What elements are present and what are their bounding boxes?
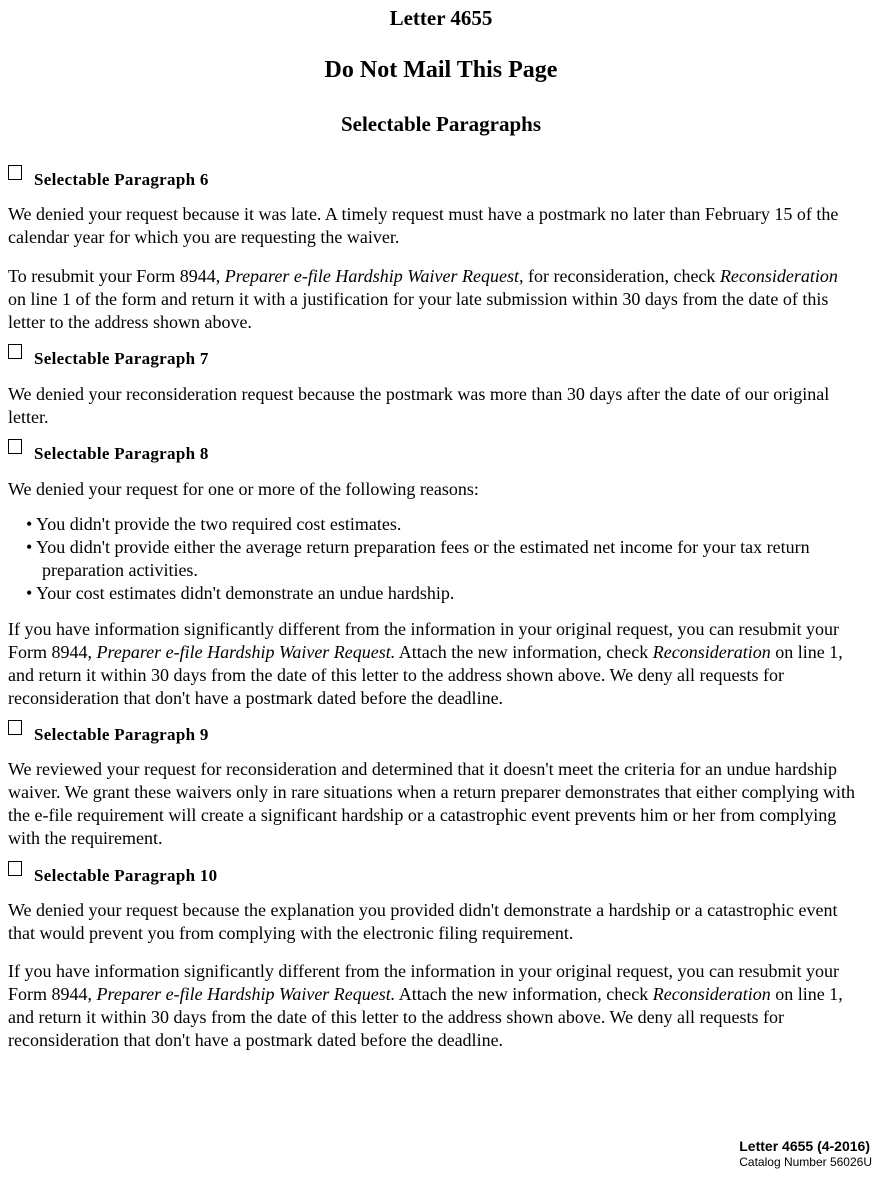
selectable-paragraph-10-header xyxy=(8,866,217,886)
bullet-icon: • xyxy=(26,537,33,557)
reconsideration-italic: Reconsideration xyxy=(652,984,771,1004)
selectable-paragraph-9-header xyxy=(8,725,209,745)
letter-title: Letter 4655 xyxy=(389,6,493,30)
page-footer xyxy=(739,1138,872,1169)
reason-bullet-1 xyxy=(26,513,874,536)
paragraph-10-checkbox[interactable] xyxy=(8,861,22,876)
text-run: on line 1, and return it within 30 days from the date of this letter to the address shown above. We deny all requests for reconsideration that don't have a postmark dated before the deadline. xyxy=(8,642,843,708)
text-run: Attach the new information, check xyxy=(395,984,653,1004)
text-run: If you have information significantly different from the information in your original request, you can resubmit your Form 8944, xyxy=(8,961,839,1004)
bullet-text: You didn't provide either the average return preparation fees or the estimated net income for your tax return xyxy=(36,537,810,557)
section-title: Selectable Paragraphs xyxy=(340,112,542,136)
bullet-text: You didn't provide the two required cost estimates. xyxy=(36,514,402,534)
text-run: To resubmit your Form 8944, xyxy=(8,266,225,286)
paragraph-8-label: Selectable Paragraph 8 xyxy=(34,444,209,463)
paragraph-8-text-1: We denied your request for one or more of the following reasons: xyxy=(8,479,479,499)
reason-bullet-3 xyxy=(26,582,874,605)
text-run: on line 1 of the form and return it with a justification for your late submission within 30 days from the date of this letter to the address shown above. xyxy=(8,289,829,332)
selectable-paragraph-7-header xyxy=(8,349,209,369)
reason-bullet-2 xyxy=(26,536,874,559)
selectable-paragraph-6-header xyxy=(8,170,209,190)
do-not-mail-heading: Do Not Mail This Page xyxy=(324,57,558,83)
text-run: for reconsideration, check xyxy=(523,266,720,286)
form-id: Letter 4655 (4-2016) xyxy=(739,1138,870,1154)
bullet-icon: • xyxy=(26,514,33,534)
catalog-number: Catalog Number 56026U xyxy=(739,1155,872,1169)
paragraph-10-text-1: We denied your request because the explanation you provided didn't demonstrate a hardship or a catastrophic event that would prevent you from complying with the electronic filing requirement. xyxy=(8,900,838,943)
selectable-paragraph-8-header xyxy=(8,444,209,464)
form-title-italic: Preparer e-file Hardship Waiver Request, xyxy=(224,266,524,286)
form-title-italic: Preparer e-file Hardship Waiver Request. xyxy=(96,642,396,662)
bullet-text: Your cost estimates didn't demonstrate an undue hardship. xyxy=(36,583,455,603)
paragraph-8-text-2 xyxy=(8,618,870,710)
form-title-italic: Preparer e-file Hardship Waiver Request. xyxy=(96,984,396,1004)
paragraph-7-label: Selectable Paragraph 7 xyxy=(34,349,209,368)
text-run: on line 1, and return it within 30 days from the date of this letter to the address shown above. We deny all requests for reconsideration that don't have a postmark dated before the deadline. xyxy=(8,984,843,1050)
paragraph-10-label: Selectable Paragraph 10 xyxy=(34,866,218,885)
reconsideration-italic: Reconsideration xyxy=(652,642,771,662)
paragraph-9-text-1: We reviewed your request for reconsideration and determined that it doesn't meet the criteria for an undue hardship waiver. We grant these waivers only in rare situations when a return preparer demonstrates that either complying with the e-file requirement will create a significant hardship or a catastrophic event prevents him or her from complying with the requirement. xyxy=(8,759,855,848)
paragraph-6-text-1: We denied your request because it was late. A timely request must have a postmark no later than February 15 of the calendar year for which you are requesting the waiver. xyxy=(8,204,839,247)
reconsideration-italic: Reconsideration xyxy=(719,266,838,286)
paragraph-7-checkbox[interactable] xyxy=(8,344,22,359)
paragraph-9-checkbox[interactable] xyxy=(8,720,22,735)
text-run: Attach the new information, check xyxy=(395,642,653,662)
paragraph-6-text-2 xyxy=(8,265,860,334)
bullet-text: preparation activities. xyxy=(42,560,198,580)
paragraph-7-text-1: We denied your reconsideration request because the postmark was more than 30 days after the date of our original letter. xyxy=(8,384,830,427)
paragraph-9-label: Selectable Paragraph 9 xyxy=(34,725,209,744)
bullet-icon: • xyxy=(26,583,33,603)
reason-bullet-2-continued xyxy=(26,559,874,582)
paragraph-6-checkbox[interactable] xyxy=(8,165,22,180)
paragraph-6-label: Selectable Paragraph 6 xyxy=(34,170,209,189)
paragraph-10-text-2 xyxy=(8,960,870,1052)
paragraph-8-checkbox[interactable] xyxy=(8,439,22,454)
text-run: If you have information significantly different from the information in your original request, you can resubmit your Form 8944, xyxy=(8,619,839,662)
